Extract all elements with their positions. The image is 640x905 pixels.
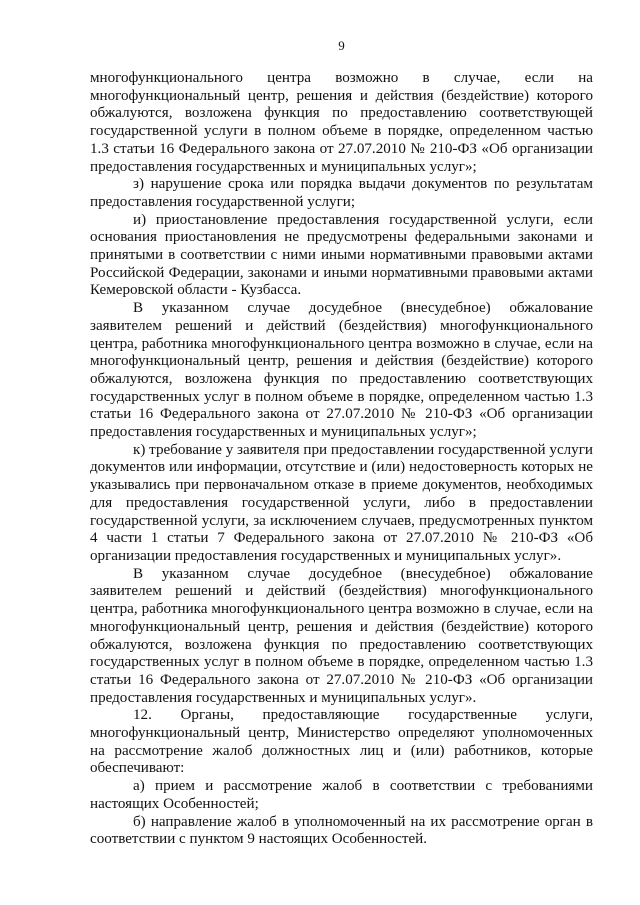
paragraph-item-k: к) требование у заявителя при предоставлении государственной услуги документов или информации, отсутствие и (или) недостоверность которых не указывались при первоначальном отказе в приеме документов, необходимых для предоставления государственной услуги, либо в предоставлении государственной услуги, за исключением случаев, предусмотренных пунктом 4 части 1 статьи 7 Федерального закона от 27.07.2010 № 210-ФЗ «Об организации предоставления государственных и муниципальных услуг». [90, 441, 593, 564]
paragraph-item-b: б) направление жалоб в уполномоченный на их рассмотрение орган в соответствии с пунктом 9 настоящих Особенностей. [90, 813, 593, 848]
paragraph-item-z: з) нарушение срока или порядка выдачи документов по результатам предоставления государственной услуги; [90, 176, 593, 210]
paragraph-appeal-note-2: В указанном случае досудебное (внесудебное) обжалование заявителем решений и действий (бездействия) многофункционального центра, работника многофункционального центра возможно в случае, если на многофункциональный центр, решения и действия (бездействие) которого обжалуются, возложена функция по предоставлению соответствующих государственных услуг в полном объеме в порядке, определенном частью 1.3 статьи 16 Федерального закона от 27.07.2010 № 210-ФЗ «Об организации предоставления государственных и муниципальных услуг». [90, 565, 593, 706]
paragraph-continuation: многофункционального центра возможно в случае, если на многофункциональный центр, решения и действия (бездействие) которого обжалуются, возложена функция по предоставлению соответствующей государственной услуги в полном объеме в порядке, определенном частью 1.3 статьи 16 Федерального закона от 27.07.2010 № 210-ФЗ «Об организации предоставления государственных и муниципальных услуг»; [90, 70, 593, 175]
paragraph-appeal-note-1: В указанном случае досудебное (внесудебное) обжалование заявителем решений и действий (бездействия) многофункционального центра, работника многофункционального центра возможно в случае, если на многофункциональный центр, решения и действия (бездействие) которого обжалуются, возложена функция по предоставлению соответствующих государственных услуг в полном объеме в порядке, определенном частью 1.3 статьи 16 Федерального закона от 27.07.2010 № 210-ФЗ «Об организации предоставления государственных и муниципальных услуг»; [90, 300, 593, 441]
document-body [90, 70, 593, 849]
paragraph-item-a: а) прием и рассмотрение жалоб в соответствии с требованиями настоящих Особенностей; [90, 778, 593, 812]
paragraph-section-12: 12. Органы, предоставляющие государственные услуги, многофункциональный центр, Министерство определяют уполномоченных на рассмотрение жалоб должностных лиц и (или) работников, которые обеспечивают: [90, 707, 593, 777]
paragraph-item-i: и) приостановление предоставления государственной услуги, если основания приостановления не предусмотрены федеральными законами и принятыми в соответствии с ними иными нормативными правовыми актами Российской Федерации, законами и иными нормативными правовыми актами Кемеровской области - Кузбасса. [90, 211, 593, 299]
page-number: 9 [338, 38, 345, 53]
